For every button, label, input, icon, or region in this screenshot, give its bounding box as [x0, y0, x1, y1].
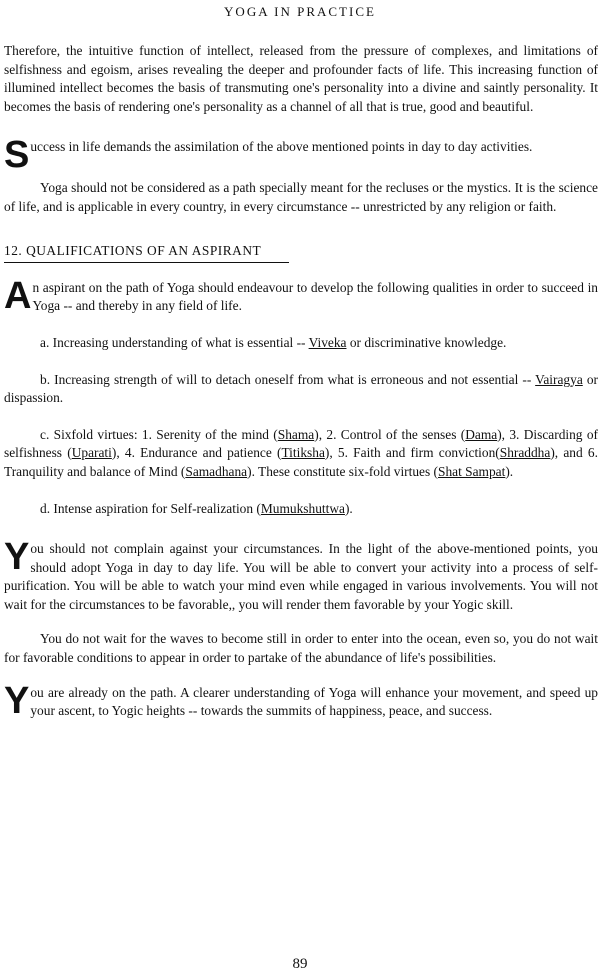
paragraph-on-the-path: [4, 679, 598, 722]
dropcap-y: Y: [4, 536, 30, 579]
term-vairagya: Vairagya: [535, 371, 583, 387]
term-dama: Dama: [465, 426, 498, 442]
term-viveka: Viveka: [308, 334, 347, 350]
body-text: [4, 42, 598, 721]
dropcap-s: S: [4, 134, 30, 177]
paragraph-yoga-science: Yoga should not be considered as a path specially meant for the recluses or the mystics. It is the science of life, and is applicable in every country, in every circumstance -- unrestricted by any religion or faith.: [4, 179, 598, 214]
term-shama: Shama: [277, 426, 315, 442]
term-mumukshuttwa: Mumukshuttwa: [260, 500, 345, 516]
term-samadhana: Samadhana: [185, 463, 248, 479]
paragraph-ocean: You do not wait for the waves to become still in order to enter into the ocean, even so, you do not wait for favorable conditions to appear in order to partake of the abundance of life's possibilities.: [4, 631, 598, 666]
term-uparati: Uparati: [71, 445, 112, 461]
paragraph-aspirant-text: n aspirant on the path of Yoga should endeavour to develop the following qualities in order to succeed in Yoga -- and thereby in any field of life.: [32, 279, 598, 314]
list-item-d: d. Intense aspiration for Self-realization (Mumukshuttwa).: [40, 500, 353, 516]
list-item-a: a. Increasing understanding of what is essential -- Viveka or discriminative knowledge.: [40, 334, 507, 350]
term-titiksha: Titiksha: [281, 445, 325, 461]
paragraph-success: [4, 134, 598, 177]
section-heading: 12. QUALIFICATIONS OF AN ASPIRANT: [4, 242, 598, 263]
paragraph-aspirant: [4, 274, 598, 317]
list-item-b: b. Increasing strength of will to detach oneself from what is erroneous and not essential -- Vairagya or dispassion.: [4, 371, 598, 406]
term-shat-sampat: Shat Sampat: [438, 463, 506, 479]
running-header: YOGA IN PRACTICE: [224, 4, 376, 19]
dropcap-y-second: Y: [4, 679, 30, 722]
page-number: 89: [292, 956, 308, 972]
list-item-c: c. Sixfold virtues: 1. Serenity of the mind (Shama), 2. Control of the senses (Dama), 3. Discarding of selfishness (Uparati), 4. Endurance and patience (Titiksha), 5. Faith and firm conviction(Shraddha), and 6. Tranquility and balance of Mind (Samadhana). These constitute six-fold virtues (Shat Sampat).: [4, 426, 598, 479]
paragraph-success-text: uccess in life demands the assimilation of the above mentioned points in day to day activities.: [30, 139, 533, 155]
dropcap-a: A: [4, 274, 32, 317]
paragraph-circumstances: [4, 536, 598, 614]
paragraph-intuitive-intellect: Therefore, the intuitive function of intellect, released from the pressure of complexes, and limitations of selfishness and egoism, arises revealing the deeper and profounder facts of life. This increasing function of illumined intellect becomes the basis of transmuting one's personality into a divine and saintly personality. It becomes the basis of rendering one's personality as a channel of all that is true, good and beautiful.: [4, 43, 598, 114]
term-shraddha: Shraddha: [499, 445, 551, 461]
paragraph-on-the-path-text: ou are already on the path. A clearer understanding of Yoga will enhance your movement, and speed up your ascent, to Yogic heights -- towards the summits of happiness, peace, and success.: [30, 684, 598, 719]
paragraph-circumstances-text: ou should not complain against your circumstances. In the light of the above-mentioned points, you should adopt Yoga in day to day life. You will be able to convert your activity into a process of self-purification. You will be able to watch your mind even while engaged in various involvements. You will not wait for the circumstances to be favorable,, you will render them favorable by your Yogic skill.: [4, 541, 598, 612]
